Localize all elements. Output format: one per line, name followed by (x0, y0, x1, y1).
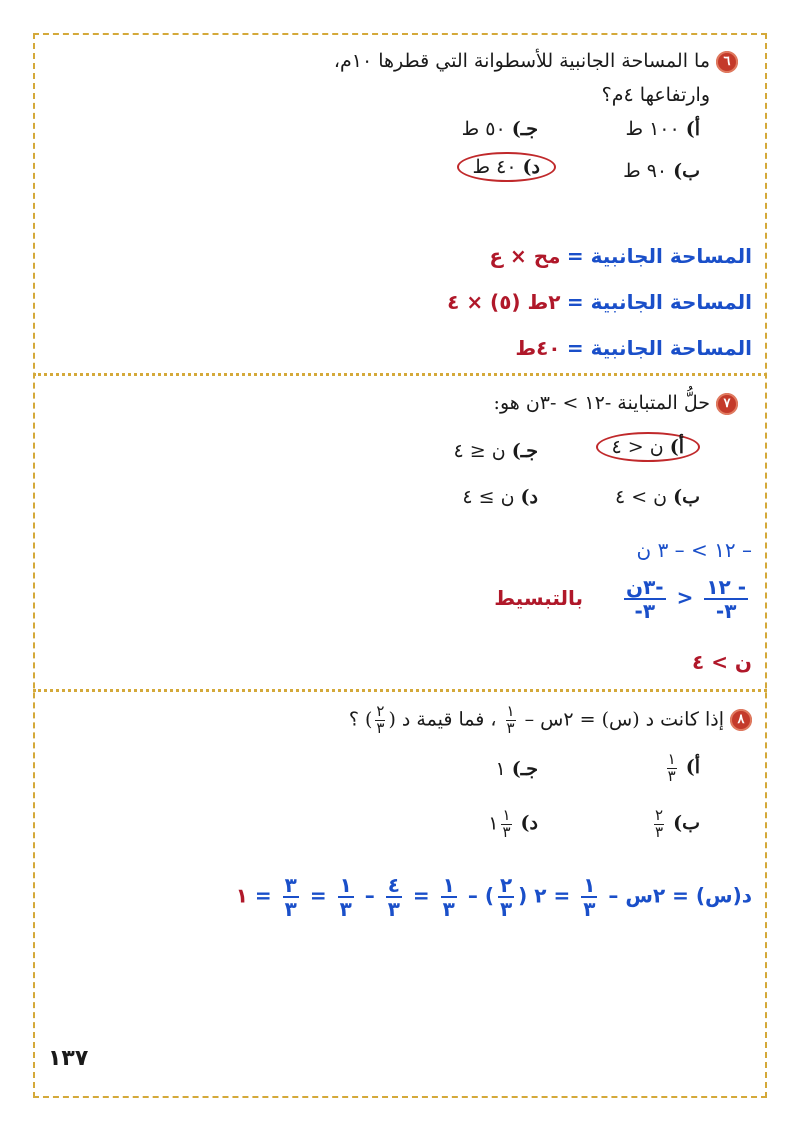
q8-option-d-frac (501, 808, 511, 841)
q6-sol1-expr: مح × ع (489, 244, 561, 268)
q8-option-b-letter: ب) (673, 812, 700, 835)
q6-sol1-label: المساحة الجانبية = (566, 244, 752, 268)
q8-text-post: ) ؟ (348, 708, 373, 731)
q8-frac-den: ٣ (667, 766, 676, 785)
q8-sol-result: ١ (235, 883, 248, 908)
page-number: ١٣٧ (48, 1046, 89, 1071)
q8-sol-eq: = (254, 883, 272, 908)
q7-text: حلُّ المتباينة -١٢ > -٣ن هو: (493, 392, 710, 414)
correct-answer-circle (596, 432, 700, 462)
q8-option-b-frac (654, 808, 664, 841)
q8-sol-frac-a (581, 874, 597, 920)
q6-option-c-text: ٥٠ ط (461, 118, 506, 140)
q8-frac-den: ٣ (376, 718, 385, 737)
q6-solution-line3 (515, 336, 752, 360)
q8-sol-den: ٣ (583, 897, 596, 921)
q8-frac-one-third (506, 704, 516, 737)
q8-sol-paren-close: ) (484, 883, 494, 908)
q7-ineq: < (676, 585, 694, 610)
q8-sol-num: ٤ (387, 873, 400, 897)
q6-solution-line1 (489, 244, 752, 268)
q8-sol-den: ٣ (339, 897, 352, 921)
page-frame (33, 33, 767, 1098)
q8-sol-frac-b (498, 874, 514, 920)
q8-option-c (495, 758, 538, 780)
q7-option-b (615, 486, 700, 508)
q7-frac1-den: ٣- (715, 599, 737, 623)
q7-option-a-text: ن < ٤ (611, 436, 664, 458)
q7-option-a-correct (596, 436, 700, 458)
q8-text-pre: إذا كانت د (س) = ٢س – (524, 708, 724, 731)
q7-option-b-letter: ب) (673, 486, 700, 508)
q6-sol3-label: المساحة الجانبية = (566, 336, 752, 360)
q8-sol-den: ٣ (284, 897, 297, 921)
q8-frac-den: ٣ (506, 718, 515, 737)
q7-frac2 (624, 576, 666, 622)
q6-option-d-text: ٤٠ ط (472, 156, 517, 178)
q6-option-b-letter: ب) (673, 160, 700, 182)
divider (33, 689, 767, 692)
q7-frac1 (704, 576, 748, 622)
q8-sol-frac-d (386, 874, 402, 920)
q8-sol-num: ١ (442, 873, 455, 897)
q8-solution (236, 874, 752, 920)
q8-option-d-whole: ١ (488, 812, 499, 835)
q7-solution-result (692, 650, 752, 674)
q8-sol-den: ٣ (387, 897, 400, 921)
q7-option-c (454, 440, 538, 462)
q8-option-a-letter: أ) (685, 756, 700, 779)
q7-option-c-letter: جـ) (511, 440, 538, 462)
q7-option-d (462, 486, 538, 508)
q6-option-d-correct (457, 156, 557, 178)
q7-frac1-num: - ١٢ (706, 575, 746, 599)
q8-sol-frac-c (441, 874, 457, 920)
q8-option-a-frac (667, 752, 677, 785)
q8-sol-eq: = (553, 883, 571, 908)
q8-sol-frac-e (338, 874, 354, 920)
q8-frac-num: ٢ (655, 806, 664, 824)
q7-solution-line1: – ١٢ > – ٣ ن (636, 538, 752, 562)
q6-sol2-label: المساحة الجانبية = (566, 290, 752, 314)
q7-solution-line2 (494, 576, 752, 622)
q7-text-line (494, 392, 738, 415)
q8-frac-num: ١ (502, 806, 511, 824)
q8-sol-den: ٣ (442, 897, 455, 921)
correct-answer-circle (457, 152, 557, 182)
q6-text-line1 (334, 50, 738, 73)
q8-frac-den: ٣ (655, 822, 664, 841)
q6-text-line2: وارتفاعها ٤م؟ (601, 84, 710, 106)
q8-sol-frac-f (283, 874, 299, 920)
q7-option-c-text: ن ≤ ٤ (453, 440, 506, 462)
q6-option-a-text: ١٠٠ ط (625, 118, 680, 140)
q8-text-mid: ، فما قيمة د ( (388, 708, 497, 731)
q8-sol-eq: = (309, 883, 327, 908)
divider (33, 373, 767, 376)
q6-solution-line2 (447, 290, 752, 314)
q8-sol-paren-open: ( (518, 883, 528, 908)
q8-option-c-letter: جـ) (511, 758, 538, 780)
q8-option-d (488, 808, 538, 841)
q6-sol2-expr: ٢ط (٥) × ٤ (447, 290, 561, 314)
q6-number-badge: ٦ (716, 51, 738, 73)
q6-option-c-letter: جـ) (511, 118, 538, 140)
q8-sol-num: ١ (339, 873, 352, 897)
q7-number-badge: ٧ (716, 393, 738, 415)
q8-option-c-text: ١ (495, 758, 506, 780)
q6-option-a-letter: أ) (685, 118, 700, 140)
q7-option-d-text: ن ≥ ٤ (462, 486, 515, 508)
q6-text: ما المساحة الجانبية للأسطوانة التي قطرها ١٠م، (333, 50, 710, 72)
q8-number-badge: ٨ (730, 709, 752, 731)
q8-sol-num: ٢ (499, 873, 513, 897)
q7-option-d-letter: د) (520, 486, 538, 508)
q7-frac2-den: ٣- (634, 599, 656, 623)
q6-option-c (462, 118, 538, 140)
q8-text-line (349, 704, 752, 737)
q8-sol-lhs: د(س) = ٢س – (608, 883, 752, 908)
q8-frac-num: ١ (667, 750, 676, 768)
q7-result: ن > ٤ (692, 650, 752, 674)
q7-option-a-letter: أ) (669, 436, 684, 458)
q7-simplify-label: بالتبسيط (494, 585, 584, 610)
q6-option-d-letter: د) (522, 156, 540, 178)
q8-frac-num: ١ (506, 702, 515, 720)
q7-option-b-text: ن > ٤ (614, 486, 668, 508)
q8-sol-num: ١ (583, 873, 596, 897)
q8-sol-den: ٣ (499, 897, 513, 921)
q7-frac2-num: -٣ن (626, 575, 664, 599)
q8-frac-num: ٢ (376, 702, 385, 720)
q6-option-b-text: ٩٠ ط (623, 160, 668, 182)
q6-option-a (625, 118, 700, 140)
q6-sol3-expr: ٤٠ط (515, 336, 561, 360)
q8-option-b (651, 808, 700, 841)
q8-sol-two: ٢ (534, 883, 547, 908)
q8-sol-num: ٣ (284, 873, 297, 897)
q8-frac-two-thirds (375, 704, 385, 737)
q8-sol-minus: – (467, 883, 478, 908)
q8-frac-den: ٣ (502, 822, 511, 841)
q8-sol-minus: – (364, 883, 375, 908)
q8-sol-eq: = (412, 883, 430, 908)
q8-option-d-letter: د) (520, 812, 538, 835)
q8-option-a (664, 752, 700, 785)
q6-option-b (623, 160, 700, 182)
